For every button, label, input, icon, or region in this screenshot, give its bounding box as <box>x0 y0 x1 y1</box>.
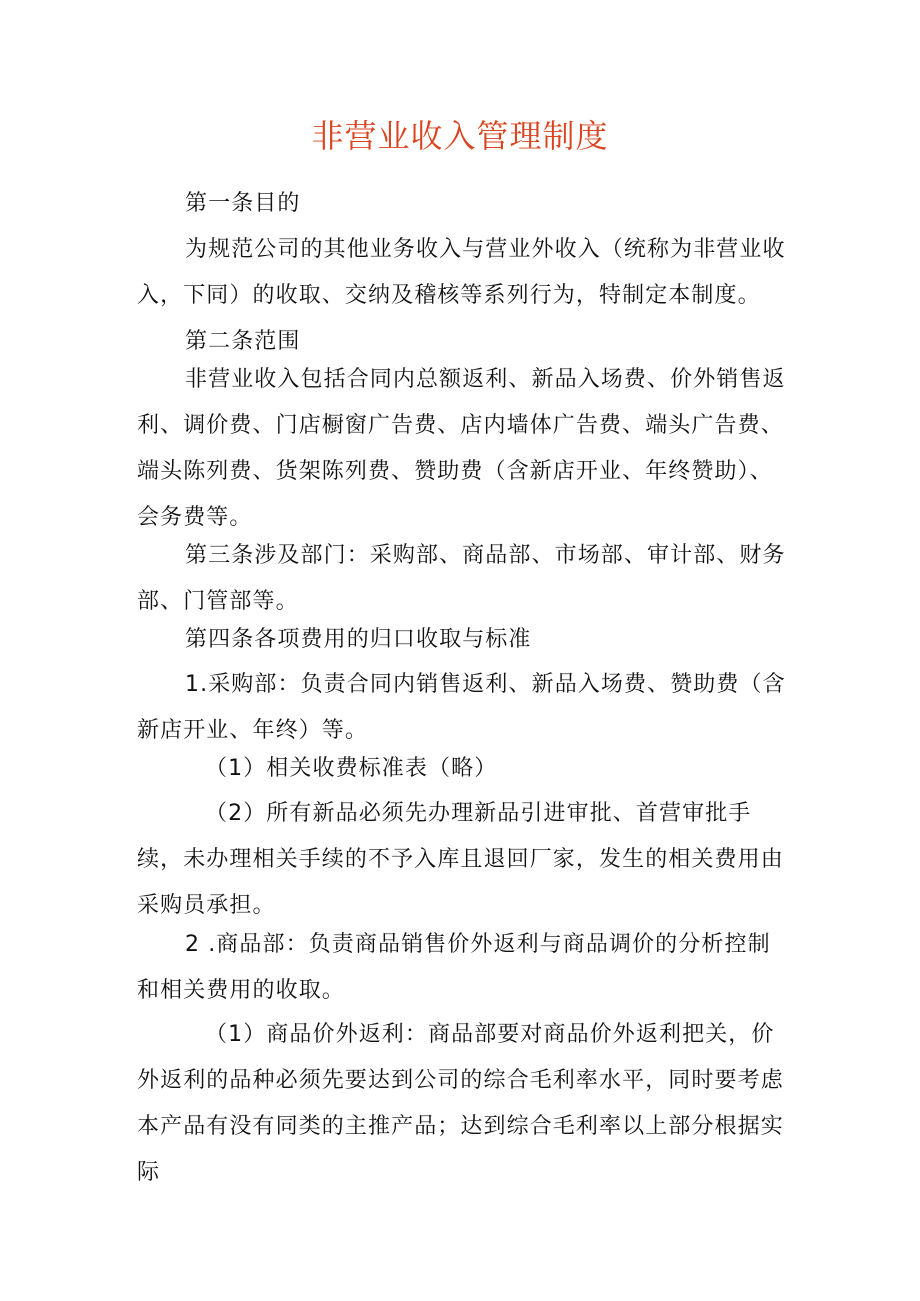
document-title: 非营业收入管理制度 <box>311 117 609 155</box>
paragraph-article-1-body: 为规范公司的其他业务收入与营业外收入（统称为非营业收入，下同）的收取、交纳及稽核等系列行为，特制定本制度。 <box>137 237 786 308</box>
paragraph-article-1-heading: 第一条目的 <box>185 191 301 216</box>
paragraph-article-3: 第三条涉及部门：采购部、商品部、市场部、审计部、财务部、门管部等。 <box>137 543 786 614</box>
paragraph-price-rebate: （1）商品价外返利：商品部要对商品价外返利把关，价外返利的品种必须先要达到公司的综合毛利率水平，同时要考虑本产品有没有同类的主推产品；达到综合毛利率以上部分根据实际 <box>137 1022 784 1185</box>
paragraph-article-2-heading: 第二条范围 <box>185 329 301 354</box>
paragraph-article-4-heading: 第四条各项费用的归口收取与标准 <box>185 627 532 652</box>
paragraph-new-product-approval: （2）所有新品必须先办理新品引进审批、首营审批手续，未办理相关手续的不予入库且退回厂家，发生的相关费用由采购员承担。 <box>137 801 784 918</box>
paragraph-article-2-body: 非营业收入包括合同内总额返利、新品入场费、价外销售返利、调价费、门店橱窗广告费、店内墙体广告费、端头广告费、端头陈列费、货架陈列费、赞助费（含新店开业、年终赞助）、会务费等。 <box>137 367 786 530</box>
paragraph-purchasing-dept: 1.采购部：负责合同内销售返利、新品入场费、赞助费（含新店开业、年终）等。 <box>137 672 786 743</box>
paragraph-fee-standard: （1）相关收费标准表（略） <box>205 756 498 781</box>
paragraph-merchandise-dept: 2 .商品部：负责商品销售价外返利与商品调价的分析控制和相关费用的收取。 <box>137 932 771 1003</box>
